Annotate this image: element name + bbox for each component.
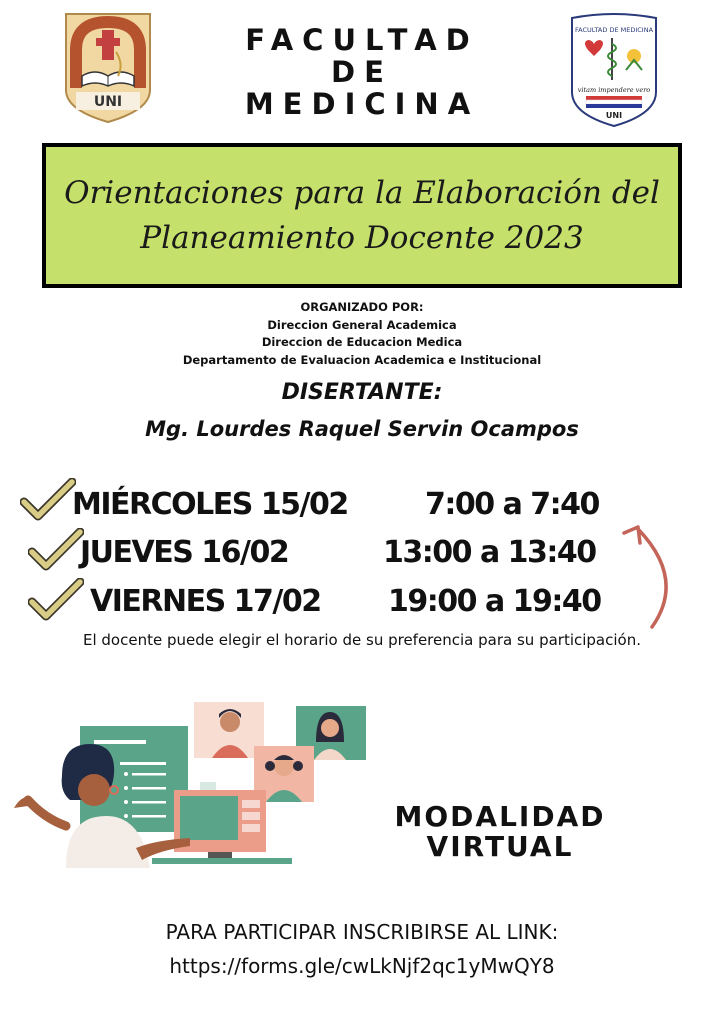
logo-left-text: UNI <box>93 94 123 110</box>
speaker-name: Mg. Lourdes Raquel Servin Ocampos <box>145 417 579 441</box>
title-line1: Orientaciones para la Elaboración del <box>64 174 660 211</box>
organizer-item: Departamento de Evaluacion Academica e Institucional <box>182 353 542 367</box>
schedule-time: 13:00 a 13:40 <box>383 535 596 570</box>
title-line2: Planeamiento Docente 2023 <box>140 219 584 256</box>
checkmark-icon <box>28 578 84 624</box>
logo-right-top-text: FACULTAD DE MEDICINA <box>574 26 654 34</box>
modality-line1: MODALIDAD <box>394 800 606 833</box>
registration-text: PARA PARTICIPAR INSCRIBIRSE AL LINK: <box>165 920 559 944</box>
registration-link[interactable]: https://forms.gle/cwLkNjf2qc1yMwQY8 <box>169 954 555 978</box>
organizer-item: Direccion de Educacion Medica <box>261 335 463 349</box>
speaker-label: DISERTANTE: <box>281 380 443 405</box>
organizer-item: Direccion General Academica <box>267 318 457 332</box>
checkmark-icon <box>28 528 84 574</box>
schedule-day: JUEVES 16/02 <box>80 535 289 570</box>
curved-arrow-icon <box>612 515 682 633</box>
organizers-heading: ORGANIZADO POR: <box>300 300 424 314</box>
schedule-time: 19:00 a 19:40 <box>388 584 601 619</box>
schedule-note: El docente puede elegir el horario de su preferencia para su participación. <box>83 631 641 649</box>
logo-right-bottom-text: UNI <box>605 111 623 120</box>
faculty-title-line1: FACULTAD <box>245 23 479 57</box>
university-crest-logo <box>62 10 154 126</box>
faculty-medicine-shield-logo <box>568 12 660 130</box>
checkmark-icon <box>20 478 76 524</box>
title-box <box>42 143 682 288</box>
virtual-class-illustration <box>8 698 368 873</box>
faculty-title-line3: MEDICINA <box>244 87 480 121</box>
schedule-day: VIERNES 17/02 <box>90 584 321 619</box>
logo-right-motto: vitam impendere vero <box>577 86 651 94</box>
schedule-time: 7:00 a 7:40 <box>425 487 599 522</box>
schedule-day: MIÉRCOLES 15/02 <box>72 487 348 522</box>
faculty-title-line2: DE <box>331 55 393 89</box>
modality-line2: VIRTUAL <box>426 830 574 863</box>
